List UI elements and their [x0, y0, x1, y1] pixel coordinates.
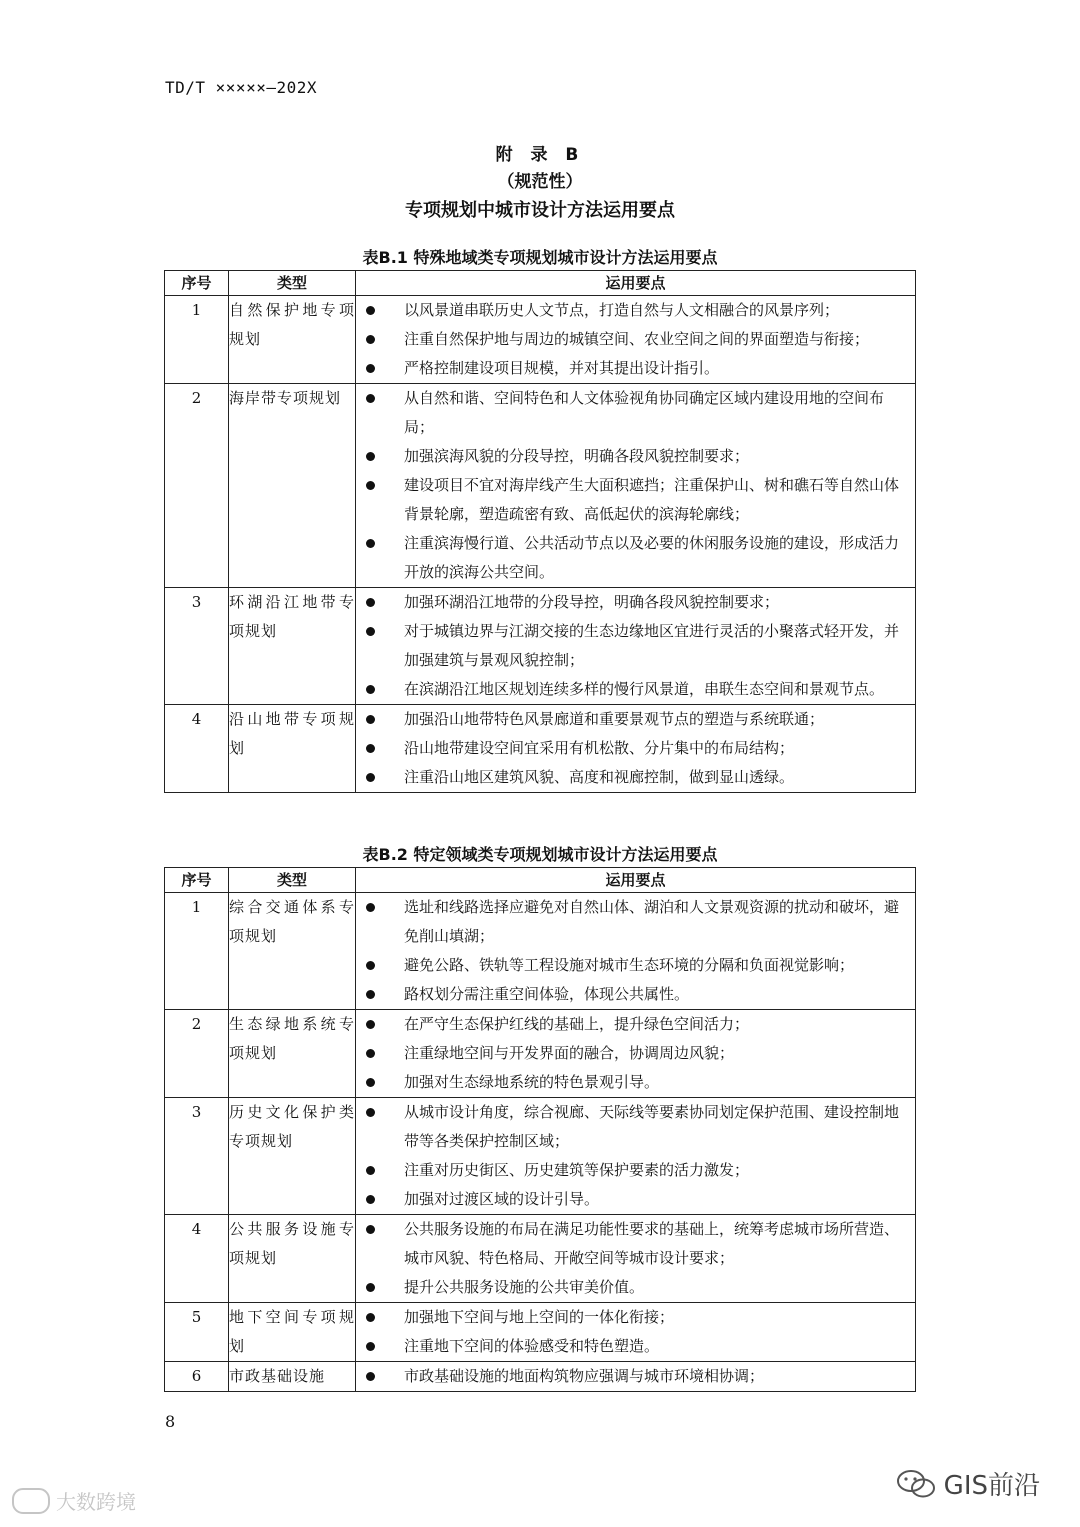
row-type: 环湖沿江地带专项规划 — [229, 588, 356, 705]
point-item — [362, 763, 907, 792]
row-type: 公共服务设施专项规划 — [229, 1215, 356, 1303]
point-text: 在滨湖沿江地区规划连续多样的慢行风景道，串联生态空间和景观节点。 — [404, 680, 885, 698]
row-points — [356, 1010, 916, 1098]
appendix-subtitle: 专项规划中城市设计方法运用要点 — [405, 200, 675, 221]
wechat-icon — [896, 1468, 936, 1500]
point-item — [362, 1215, 907, 1273]
point-item — [362, 384, 907, 442]
point-text: 严格控制建设项目规模，并对其提出设计指引。 — [404, 359, 720, 377]
bullet-icon — [366, 1313, 375, 1322]
bullet-icon — [366, 961, 375, 970]
row-points — [356, 588, 916, 705]
point-item — [362, 1185, 907, 1214]
row-points — [356, 384, 916, 588]
watermark-right — [896, 1465, 1040, 1502]
table-row — [165, 384, 916, 588]
header-type: 类型 — [229, 868, 356, 893]
point-item — [362, 296, 907, 325]
point-text: 从城市设计角度，综合视廊、天际线等要素协同划定保护范围、建设控制地带等各类保护控制区域； — [404, 1103, 900, 1150]
point-item — [362, 705, 907, 734]
table-row — [165, 1010, 916, 1098]
page-number: 8 — [165, 1412, 176, 1431]
point-text: 路权划分需注重空间体验，体现公共属性。 — [404, 985, 690, 1003]
row-number: 5 — [165, 1303, 229, 1362]
point-item — [362, 325, 907, 354]
point-item — [362, 471, 907, 529]
bullet-icon — [366, 1020, 375, 1029]
point-item — [362, 529, 907, 587]
bullet-icon — [366, 1166, 375, 1175]
points-list — [356, 1215, 915, 1302]
row-number: 2 — [165, 384, 229, 588]
header-no: 序号 — [165, 271, 229, 296]
bullet-icon — [366, 1195, 375, 1204]
point-text: 建设项目不宜对海岸线产生大面积遮挡；注重保护山、树和礁石等自然山体背景轮廓，塑造疏密有致、高低起伏的滨海轮廓线； — [404, 476, 900, 523]
point-item — [362, 980, 907, 1009]
table-b1 — [164, 270, 916, 793]
point-text: 加强环湖沿江地带的分段导控，明确各段风貌控制要求； — [404, 593, 780, 611]
point-text: 在严守生态保护红线的基础上，提升绿色空间活力； — [404, 1015, 750, 1033]
bullet-icon — [366, 364, 375, 373]
point-item — [362, 354, 907, 383]
row-type: 市政基础设施 — [229, 1362, 356, 1392]
header-points: 运用要点 — [356, 868, 916, 893]
bullet-icon — [366, 394, 375, 403]
row-number: 1 — [165, 296, 229, 384]
table-row — [165, 588, 916, 705]
watermark-left — [12, 1486, 136, 1515]
table-row — [165, 1362, 916, 1392]
points-list — [356, 1303, 915, 1361]
watermark-logo-icon — [12, 1488, 50, 1514]
row-type: 生态绿地系统专项规划 — [229, 1010, 356, 1098]
table-header-row — [165, 271, 916, 296]
table-header-row — [165, 868, 916, 893]
bullet-icon — [366, 539, 375, 548]
row-number: 3 — [165, 588, 229, 705]
document-code: TD/T ×××××—202X — [165, 78, 317, 97]
point-text: 加强滨海风貌的分段导控，明确各段风貌控制要求； — [404, 447, 750, 465]
row-points — [356, 893, 916, 1010]
point-item — [362, 1362, 907, 1391]
table-caption-b2: 表B.2 特定领域类专项规划城市设计方法运用要点 — [362, 845, 718, 864]
point-text: 注重滨海慢行道、公共活动节点以及必要的休闲服务设施的建设，形成活力开放的滨海公共空间。 — [404, 534, 900, 581]
bullet-icon — [366, 306, 375, 315]
point-item — [362, 1098, 907, 1156]
bullet-icon — [366, 990, 375, 999]
point-item — [362, 675, 907, 704]
row-type: 历史文化保护类专项规划 — [229, 1098, 356, 1215]
points-list — [356, 1010, 915, 1097]
table-row — [165, 1303, 916, 1362]
header-points: 运用要点 — [356, 271, 916, 296]
bullet-icon — [366, 481, 375, 490]
watermark-right-text: GIS前沿 — [943, 1471, 1040, 1501]
table-caption-b1: 表B.1 特殊地域类专项规划城市设计方法运用要点 — [362, 248, 718, 267]
row-type: 综合交通体系专项规划 — [229, 893, 356, 1010]
points-list — [356, 1098, 915, 1214]
row-points — [356, 1362, 916, 1392]
table-row — [165, 296, 916, 384]
point-item — [362, 893, 907, 951]
point-item — [362, 1068, 907, 1097]
point-text: 注重地下空间的体验感受和特色塑造。 — [404, 1337, 660, 1355]
watermark-left-text: 大数跨境 — [56, 1490, 136, 1514]
row-points — [356, 1215, 916, 1303]
point-text: 注重自然保护地与周边的城镇空间、农业空间之间的界面塑造与衔接； — [404, 330, 870, 348]
point-text: 加强对过渡区域的设计引导。 — [404, 1190, 600, 1208]
table-row — [165, 705, 916, 793]
row-type: 自然保护地专项规划 — [229, 296, 356, 384]
point-text: 注重绿地空间与开发界面的融合，协调周边风貌； — [404, 1044, 735, 1062]
points-list — [356, 893, 915, 1009]
point-text: 沿山地带建设空间宜采用有机松散、分片集中的布局结构； — [404, 739, 795, 757]
bullet-icon — [366, 1372, 375, 1381]
row-points — [356, 1098, 916, 1215]
point-item — [362, 588, 907, 617]
point-text: 选址和线路选择应避免对自然山体、湖泊和人文景观资源的扰动和破坏，避免削山填湖； — [404, 898, 900, 945]
bullet-icon — [366, 1342, 375, 1351]
bullet-icon — [366, 903, 375, 912]
bullet-icon — [366, 744, 375, 753]
point-item — [362, 617, 907, 675]
table-b2 — [164, 867, 916, 1392]
appendix-nature: （规范性） — [497, 172, 583, 192]
point-item — [362, 1273, 907, 1302]
point-text: 以风景道串联历史人文节点，打造自然与人文相融合的风景序列； — [404, 301, 840, 319]
point-item — [362, 442, 907, 471]
point-text: 对于城镇边界与江湖交接的生态边缘地区宜进行灵活的小聚落式轻开发，并加强建筑与景观风貌控制； — [404, 622, 900, 669]
row-type: 地下空间专项规划 — [229, 1303, 356, 1362]
points-list — [356, 588, 915, 704]
bullet-icon — [366, 452, 375, 461]
bullet-icon — [366, 1049, 375, 1058]
points-list — [356, 1362, 915, 1391]
point-text: 加强地下空间与地上空间的一体化衔接； — [404, 1308, 675, 1326]
point-text: 注重对历史街区、历史建筑等保护要素的活力激发； — [404, 1161, 750, 1179]
table-row — [165, 1215, 916, 1303]
point-item — [362, 1039, 907, 1068]
bullet-icon — [366, 773, 375, 782]
row-number: 6 — [165, 1362, 229, 1392]
bullet-icon — [366, 627, 375, 636]
bullet-icon — [366, 685, 375, 694]
points-list — [356, 384, 915, 587]
row-number: 4 — [165, 1215, 229, 1303]
row-number: 4 — [165, 705, 229, 793]
bullet-icon — [366, 1108, 375, 1117]
row-points — [356, 705, 916, 793]
point-text: 加强对生态绿地系统的特色景观引导。 — [404, 1073, 660, 1091]
header-type: 类型 — [229, 271, 356, 296]
point-item — [362, 1303, 907, 1332]
point-item — [362, 1332, 907, 1361]
point-item — [362, 1156, 907, 1185]
point-item — [362, 951, 907, 980]
row-type: 沿山地带专项规划 — [229, 705, 356, 793]
row-number: 2 — [165, 1010, 229, 1098]
point-text: 公共服务设施的布局在满足功能性要求的基础上，统筹考虑城市场所营造、城市风貌、特色格局、开敞空间等城市设计要求； — [404, 1220, 900, 1267]
bullet-icon — [366, 1225, 375, 1234]
point-text: 注重沿山地区建筑风貌、高度和视廊控制，做到显山透绿。 — [404, 768, 795, 786]
point-text: 加强沿山地带特色风景廊道和重要景观节点的塑造与系统联通； — [404, 710, 825, 728]
points-list — [356, 705, 915, 792]
point-item — [362, 1010, 907, 1039]
table-row — [165, 1098, 916, 1215]
point-item — [362, 734, 907, 763]
bullet-icon — [366, 1283, 375, 1292]
appendix-title: 附 录 B — [495, 145, 585, 165]
row-type: 海岸带专项规划 — [229, 384, 356, 588]
bullet-icon — [366, 1078, 375, 1087]
header-no: 序号 — [165, 868, 229, 893]
row-number: 1 — [165, 893, 229, 1010]
point-text: 避免公路、铁轨等工程设施对城市生态环境的分隔和负面视觉影响； — [404, 956, 855, 974]
bullet-icon — [366, 715, 375, 724]
point-text: 提升公共服务设施的公共审美价值。 — [404, 1278, 645, 1296]
bullet-icon — [366, 335, 375, 344]
row-points — [356, 1303, 916, 1362]
point-text: 从自然和谐、空间特色和人文体验视角协同确定区域内建设用地的空间布局； — [404, 389, 885, 436]
row-number: 3 — [165, 1098, 229, 1215]
points-list — [356, 296, 915, 383]
row-points — [356, 296, 916, 384]
bullet-icon — [366, 598, 375, 607]
point-text: 市政基础设施的地面构筑物应强调与城市环境相协调； — [404, 1367, 765, 1385]
table-row — [165, 893, 916, 1010]
